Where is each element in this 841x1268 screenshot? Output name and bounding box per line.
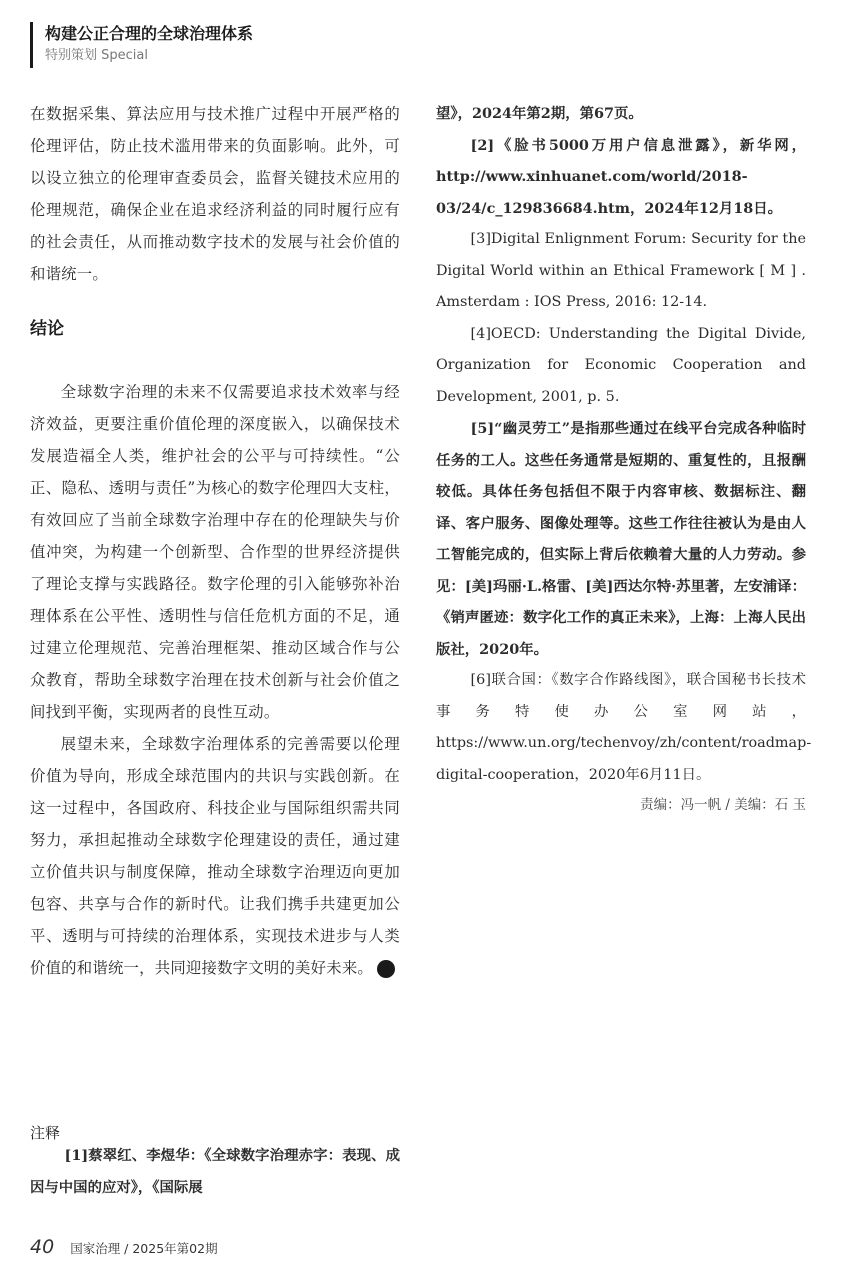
conclusion-paragraph-1: 全球数字治理的未来不仅需要追求技术效率与经济效益，更要注重价值伦理的深度嵌入，以确保技术发展造福全人类，维护社会的公平与可持续性。“公正、隐私、透明与责任”为核心的数字伦理四大支柱，有效回应了当前全球数字治理中存在的伦理缺失与价值冲突，为构建一个创新型、合作型的世界经济提供了理论支撑与实践路径。数字伦理的引入能够弥补治理体系在公平性、透明性与信任危机方面的不足，通过建立伦理规范、完善治理框架、推动区域合作与公众教育，帮助全球数字治理在技术创新与社会价值之间找到平衡，实现两者的良性互动。 bbox=[30, 383, 400, 721]
end-mark-icon: G bbox=[377, 960, 395, 978]
editor-credit: 责编：冯一帆 / 美编：石 玉 bbox=[640, 797, 806, 813]
conclusion-body bbox=[30, 376, 407, 984]
left-column-top bbox=[30, 98, 400, 290]
note-1-start: [1]蔡翠红、李煜华：《全球数字治理赤字：表现、成因与中国的应对》，《国际展 bbox=[30, 1147, 400, 1196]
note-5: [5]“幽灵劳工”是指那些通过在线平台完成各种临时任务的工人。这些任务通常是短期的、重复性的，且报酬较低。具体任务包括但不限于内容审核、数据标注、翻译、客户服务、图像处理等。这些工作往往被认为是由人工智能完成的，但实际上背后依赖着大量的人力劳动。参见：[美]玛丽·L.格雷、[美]西达尔特·苏里著，左安浦译：《销声匿迹：数字化工作的真正未来》，上海：上海人民出版社，2020年。 bbox=[436, 420, 806, 658]
notes-heading: 注释 bbox=[30, 1124, 61, 1142]
header-title: 构建公正合理的全球治理体系 bbox=[45, 24, 254, 43]
notes-left bbox=[30, 1140, 400, 1203]
note-3: [3]Digital Enlignment Forum: Security for the Digital World within an Ethical Framework [ M ] . Amsterdam : IOS Press, 2016: 12-14. bbox=[436, 231, 806, 310]
page-number: 40 bbox=[30, 1236, 55, 1258]
section-heading-conclusion: 结论 bbox=[30, 319, 64, 339]
note-4: [4]OECD: Understanding the Digital Divide, Organization for Economic Cooperation and Development, 2001, p. 5. bbox=[436, 325, 806, 405]
note-6: [6]联合国：《数字合作路线图》，联合国秘书长技术事务特使办公室网站，https://www.un.org/techenvoy/zh/content/roadmap-digital-cooperation，2020年6月11日。 bbox=[436, 672, 812, 783]
running-header bbox=[30, 22, 253, 68]
conclusion-paragraph-2-text: 展望未来，全球数字治理体系的完善需要以伦理价值为导向，形成全球范围内的共识与实践创新。在这一过程中，各国政府、科技企业与国际组织需共同努力，承担起推动全球数字伦理建设的责任，通过建立价值共识与制度保障，推动全球数字治理迈向更加包容、共享与合作的新时代。让我们携手共建更加公平、透明与可持续的治理体系，实现技术进步与人类价值的和谐统一，共同迎接数字文明的美好未来。 bbox=[30, 735, 400, 977]
right-column-notes bbox=[436, 98, 812, 813]
conclusion-paragraph-2 bbox=[30, 728, 407, 984]
paragraph-continued: 在数据采集、算法应用与技术推广过程中开展严格的伦理评估，防止技术滥用带来的负面影响。此外，可以设立独立的伦理审查委员会，监督关键技术应用的伦理规范，确保企业在追求经济利益的同时履行应有的社会责任，从而推动数字技术的发展与社会价值的和谐统一。 bbox=[30, 105, 400, 283]
note-2: [2]《脸书5000万用户信息泄露》，新华网，http://www.xinhuanet.com/world/2018-03/24/c_129836684.htm，2024年12月18日。 bbox=[436, 136, 806, 217]
issue-info: 国家治理 / 2025年第02期 bbox=[70, 1241, 218, 1256]
page-footer bbox=[30, 1236, 218, 1258]
note-1-end: 望》，2024年第2期，第67页。 bbox=[436, 105, 643, 122]
header-subtitle: 特别策划 Special bbox=[45, 48, 148, 63]
